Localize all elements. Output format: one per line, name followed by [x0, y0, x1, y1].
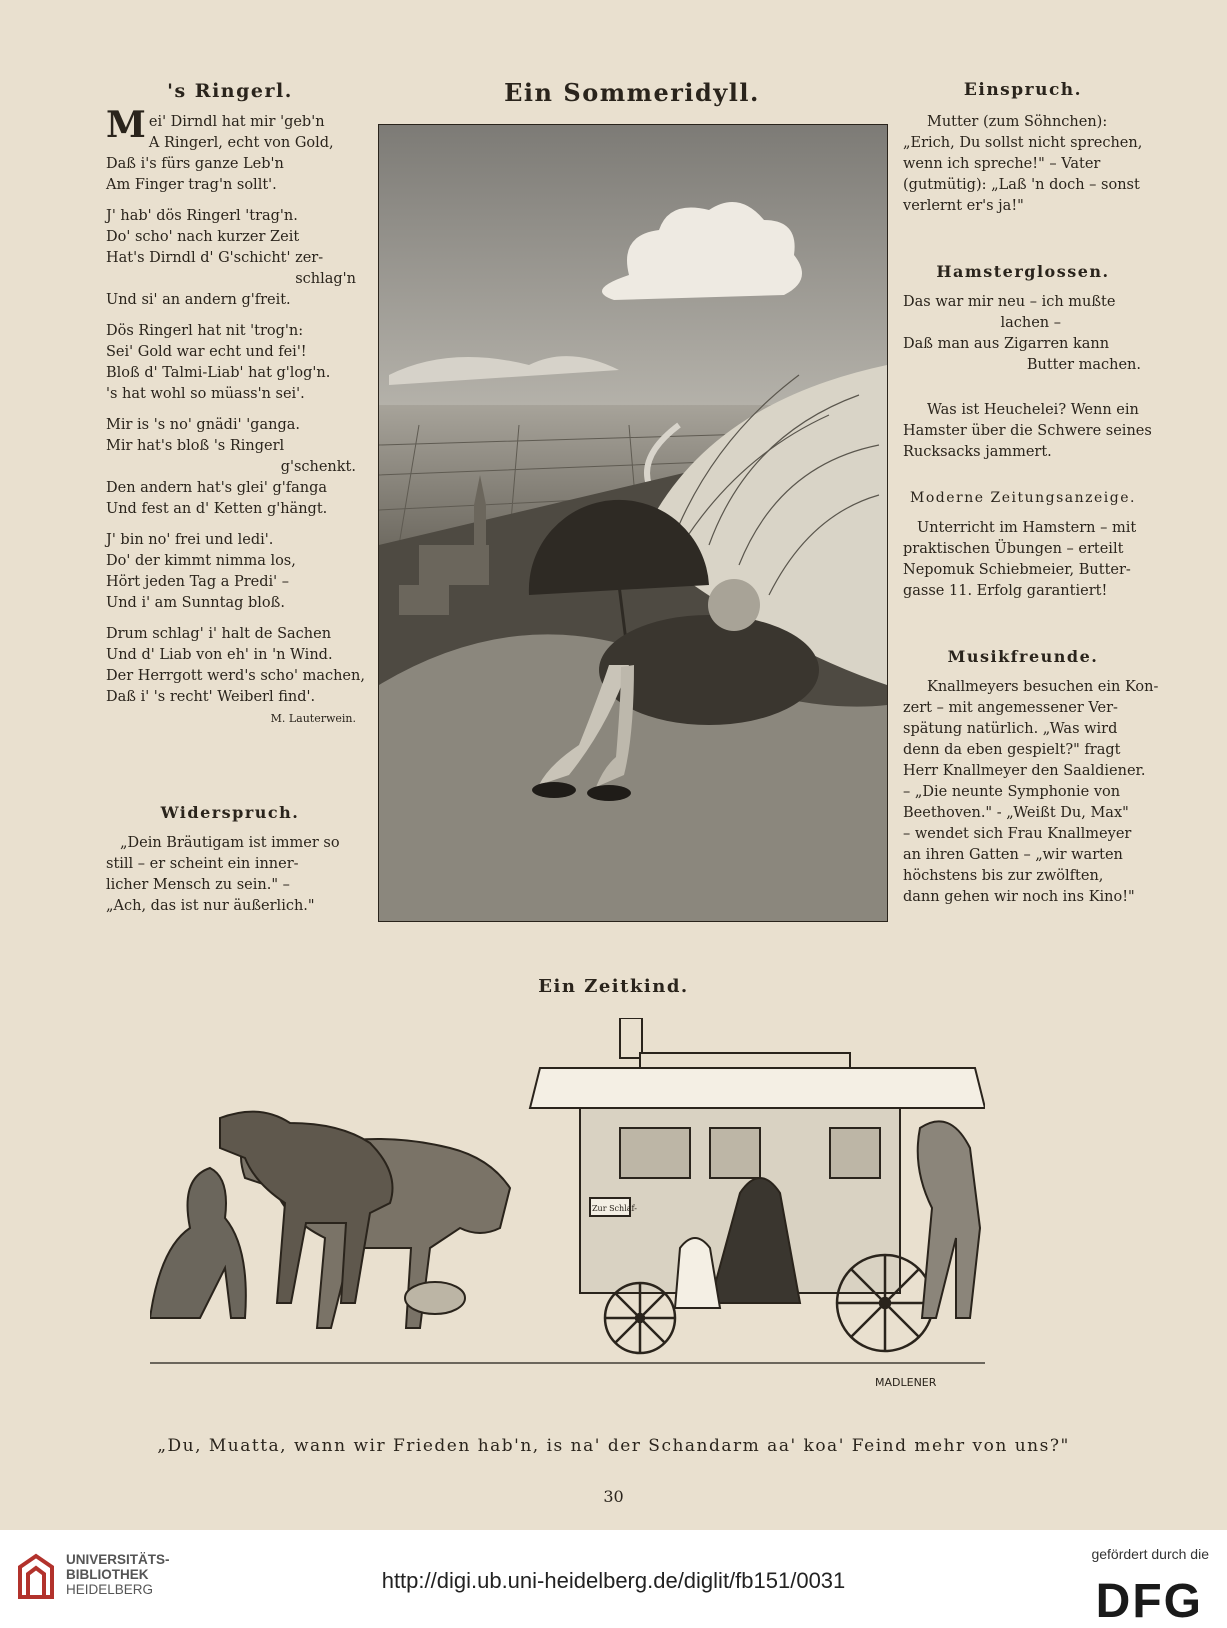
text-line: Was ist Heuchelei? Wenn ein [927, 402, 1139, 418]
text-heuchelei [903, 400, 1152, 463]
text-line: (gutmütig): „Laß 'n doch – sonst [903, 177, 1140, 193]
text-line: verlernt er's ja!" [903, 198, 1024, 214]
prose-widerspruch [106, 833, 356, 917]
page-number: 30 [603, 1487, 624, 1506]
text-line: Herr Knallmeyer den Saaldiener. [903, 763, 1146, 779]
library-name-line: HEIDELBERG [66, 1582, 154, 1597]
poem-line: Mir is 's no' gnädi' 'ganga. [106, 417, 300, 433]
poem-line: Und fest an d' Ketten g'hängt. [106, 501, 328, 517]
poem-line: Sei' Gold war echt und fei'! [106, 344, 307, 360]
poem-column [106, 104, 365, 729]
text-line: Rucksacks jammert. [903, 444, 1052, 460]
poem-line: Und i' am Sunntag bloß. [106, 595, 285, 611]
text-line: zert – mit angemessener Ver- [903, 700, 1118, 716]
hat [708, 579, 760, 631]
text-line: Unterricht im Hamstern – mit [917, 520, 1137, 536]
stanza [106, 415, 356, 520]
section-title-hamsterglossen: Hamsterglossen. [936, 262, 1110, 281]
artist-signature: MADLENER [875, 1376, 937, 1389]
footer-bar [0, 1530, 1227, 1628]
caravan-illustration [150, 1018, 985, 1390]
poem-line: Do' der kimmt nimma los, [106, 553, 296, 569]
poem-line: schlag'n [295, 271, 356, 287]
funding-label: gefördert durch die [1091, 1546, 1209, 1562]
stanza [106, 104, 356, 196]
stanza [106, 321, 356, 405]
section-title-zeitungsanzeige: Moderne Zeitungsanzeige. [910, 490, 1136, 506]
text-line: gasse 11. Erfolg garantiert! [903, 583, 1108, 599]
author-signature: M. Lauterwein. [270, 712, 356, 725]
poem-line: Dös Ringerl hat nit 'trog'n: [106, 323, 304, 339]
man-pushing [918, 1121, 980, 1318]
text-line: höchstens bis zur zwölften, [903, 868, 1104, 884]
text-line: Knallmeyers besuchen ein Kon- [927, 679, 1159, 695]
text-line: still – er scheint ein inner- [106, 856, 299, 872]
poem-line: Und d' Liab von eh' in 'n Wind. [106, 647, 333, 663]
stanza [106, 206, 356, 311]
shoe-2 [587, 785, 631, 801]
text-line: licher Mensch zu sein." – [106, 877, 290, 893]
text-line: wenn ich spreche!" – Vater [903, 156, 1101, 172]
text-zeitungsanzeige [903, 518, 1141, 602]
text-line: „Erich, Du sollst nicht sprechen, [903, 135, 1143, 151]
text-line: Beethoven." - „Weißt Du, Max" [903, 805, 1129, 821]
text-line: lachen – [1000, 315, 1061, 331]
poem-line: 's hat wohl so müass'n sei'. [106, 386, 305, 402]
dfg-logo: DFG [1095, 1575, 1203, 1628]
summer-idyll-illustration [378, 124, 888, 922]
man-leading [150, 1168, 246, 1318]
text-line: spätung natürlich. „Was wird [903, 721, 1118, 737]
horse-2 [220, 1112, 393, 1303]
text-line: an ihren Gatten – „wir warten [903, 847, 1123, 863]
illustration-title: Ein Sommeridyll. [504, 78, 760, 107]
poem-line: Und si' an andern g'freit. [106, 292, 291, 308]
text-line: „Dein Bräutigam ist immer so [120, 835, 340, 851]
poem-line: Hat's Dirndl d' G'schicht' zer- [106, 250, 324, 266]
poem-line: Do' scho' nach kurzer Zeit [106, 229, 300, 245]
poem-line: A Ringerl, echt von Gold, [148, 135, 334, 151]
poem-line: Drum schlag' i' halt de Sachen [106, 626, 332, 642]
text-line: – „Die neunte Symphonie von [903, 784, 1121, 800]
poem-line: Am Finger trag'n sollt'. [106, 177, 277, 193]
text-line: denn da eben gespielt?" fragt [903, 742, 1121, 758]
section-title-zeitkind: Ein Zeitkind. [538, 976, 689, 997]
text-line: Das war mir neu – ich mußte [903, 294, 1116, 310]
stanza [106, 530, 356, 614]
text-line: Mutter (zum Söhnchen): [927, 114, 1108, 130]
section-title-einspruch: Einspruch. [963, 80, 1083, 100]
poem-line: Den andern hat's glei' g'fanga [106, 480, 328, 496]
poem-line: J' hab' dös Ringerl 'trag'n. [106, 208, 298, 224]
text-line: „Ach, das ist nur äußerlich." [106, 898, 315, 914]
text-line: Hamster über die Schwere seines [903, 423, 1152, 439]
text-line: – wendet sich Frau Knallmeyer [903, 826, 1132, 842]
poem-line: Bloß d' Talmi-Liab' hat g'log'n. [106, 365, 331, 381]
section-title-widerspruch: Widerspruch. [160, 803, 300, 822]
text-line: Butter machen. [1026, 357, 1141, 373]
text-musikfreunde [903, 677, 1159, 908]
poem-line: Daß i's fürs ganze Leb'n [106, 156, 284, 172]
library-name-line: BIBLIOTHEK [66, 1567, 149, 1582]
dog [405, 1282, 465, 1314]
drop-cap: M [106, 104, 146, 146]
wagon-sign: Zur Schlaf- [592, 1204, 637, 1213]
illustration-caption: „Du, Muatta, wann wir Frieden hab'n, is na' der Schandarm aa' koa' Feind mehr von uns?" [157, 1436, 1070, 1456]
text-line: Daß man aus Zigarren kann [903, 336, 1110, 352]
text-line: dann gehen wir noch ins Kino!" [903, 889, 1135, 905]
poem-line: Der Herrgott werd's scho' machen, [106, 668, 365, 684]
poem-title: 's Ringerl. [167, 80, 293, 102]
source-url[interactable]: http://digi.ub.uni-heidelberg.de/diglit/fb151/0031 [381, 1568, 846, 1593]
poem-line: g'schenkt. [280, 459, 356, 475]
poem-line: Daß i' 's recht' Weiberl find'. [106, 689, 316, 705]
text-line: Nepomuk Schiebmeier, Butter- [903, 562, 1131, 578]
section-title-musikfreunde: Musikfreunde. [947, 647, 1099, 666]
poem-line: J' bin no' frei und ledi'. [106, 532, 274, 548]
landscape-drawing [379, 125, 887, 921]
text-einspruch [903, 112, 1141, 217]
stanza [106, 624, 365, 729]
poem-line: Hört jeden Tag a Predi' – [106, 574, 289, 590]
poem-line: Mir hat's bloß 's Ringerl [106, 438, 285, 454]
text-hamsterglossen [903, 292, 1141, 376]
text-line: praktischen Übungen – erteilt [903, 541, 1124, 557]
caravan-drawing [150, 1018, 985, 1390]
shoe [532, 782, 576, 798]
poem-line: Mei' Dirndl hat mir 'geb'n [106, 104, 325, 146]
library-name-line: UNIVERSITÄTS- [66, 1552, 170, 1567]
